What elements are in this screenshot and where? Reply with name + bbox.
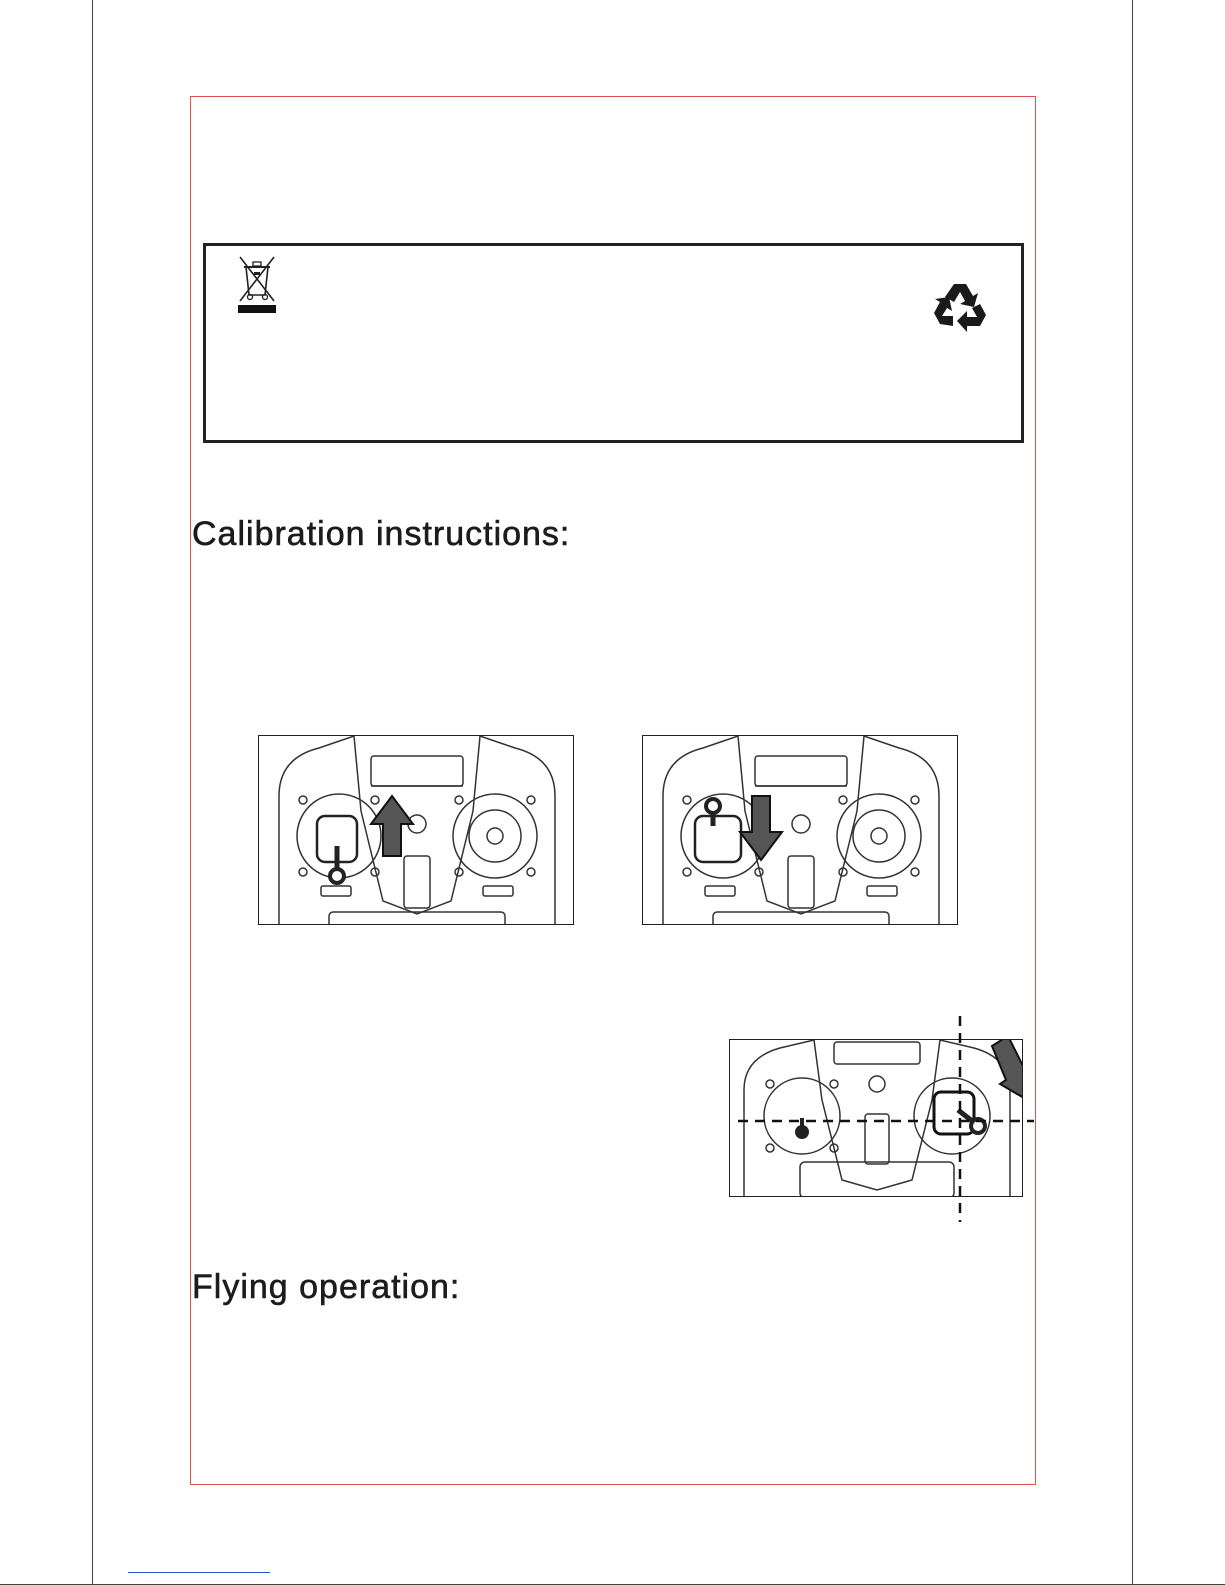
transmitter-illustration (259, 736, 574, 925)
transmitter-illustration (643, 736, 958, 925)
bottom-link-mark (128, 1572, 270, 1573)
calibration-figure-throttle-down (642, 735, 958, 925)
crosshair-guides (738, 1016, 1034, 1222)
disposal-notice-box (203, 243, 1024, 443)
right-trim-line (1132, 0, 1133, 1585)
flying-heading: Flying operation: (192, 1268, 461, 1306)
left-trim-line (92, 0, 93, 1585)
recycle-icon (932, 278, 988, 334)
calibration-heading: Calibration instructions: (192, 515, 571, 553)
arrow-down-icon (740, 796, 782, 860)
calibration-figure-throttle-up (258, 735, 574, 925)
crossed-out-wheelie-bin-icon (236, 255, 278, 315)
arrow-up-icon (371, 796, 413, 856)
